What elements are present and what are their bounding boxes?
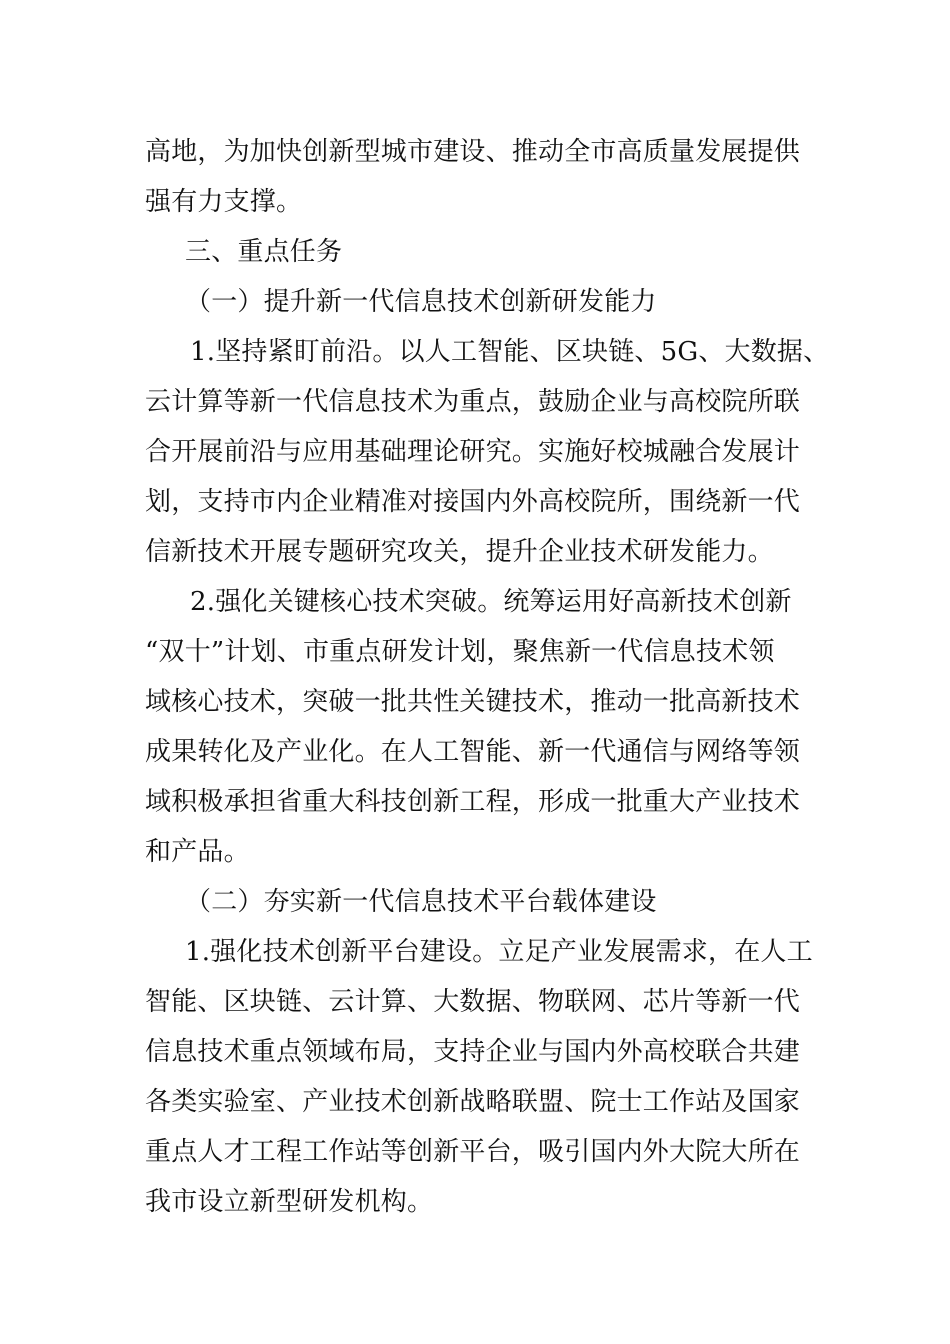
body-text-line: 我市设立新型研发机构。 — [145, 1187, 434, 1217]
body-text-line: 信新技术开展专题研究攻关，提升企业技术研发能力。 — [145, 537, 774, 567]
subsection-heading: （二）夯实新一代信息技术平台载体建设 — [185, 887, 657, 917]
body-text-line: 高地，为加快创新型城市建设、推动全市高质量发展提供 — [145, 137, 801, 167]
item-paragraph-start: 2.强化关键核心技术突破。统筹运用好高新技术创新 — [190, 587, 792, 617]
body-text-line: 域核心技术，突破一批共性关键技术，推动一批高新技术 — [145, 687, 801, 717]
body-text-line: 信息技术重点领域布局，支持企业与国内外高校联合共建 — [145, 1037, 801, 1067]
body-text-line: 重点人才工程工作站等创新平台，吸引国内外大院大所在 — [145, 1137, 801, 1167]
body-text-line: 域积极承担省重大科技创新工程，形成一批重大产业技术 — [145, 787, 801, 817]
body-text-line: 成果转化及产业化。在人工智能、新一代通信与网络等领 — [145, 737, 801, 767]
item-paragraph-start: 1.坚持紧盯前沿。以人工智能、区块链、5G、大数据、 — [190, 337, 830, 367]
item-paragraph-start: 1.强化技术创新平台建设。立足产业发展需求，在人工 — [185, 937, 813, 967]
body-text-line: 合开展前沿与应用基础理论研究。实施好校城融合发展计 — [145, 437, 801, 467]
body-text-line: 各类实验室、产业技术创新战略联盟、院士工作站及国家 — [145, 1087, 801, 1117]
section-heading: 三、重点任务 — [185, 237, 343, 267]
body-text-line: 智能、区块链、云计算、大数据、物联网、芯片等新一代 — [145, 987, 801, 1017]
body-text-line: 云计算等新一代信息技术为重点，鼓励企业与高校院所联 — [145, 387, 801, 417]
body-text-line: 划，支持市内企业精准对接国内外高校院所，围绕新一代 — [145, 487, 801, 517]
body-text-line: “双十”计划、市重点研发计划，聚焦新一代信息技术领 — [145, 637, 775, 667]
subsection-heading: （一）提升新一代信息技术创新研发能力 — [185, 287, 657, 317]
body-text-line: 强有力支撑。 — [145, 187, 303, 217]
body-text-line: 和产品。 — [145, 837, 250, 867]
